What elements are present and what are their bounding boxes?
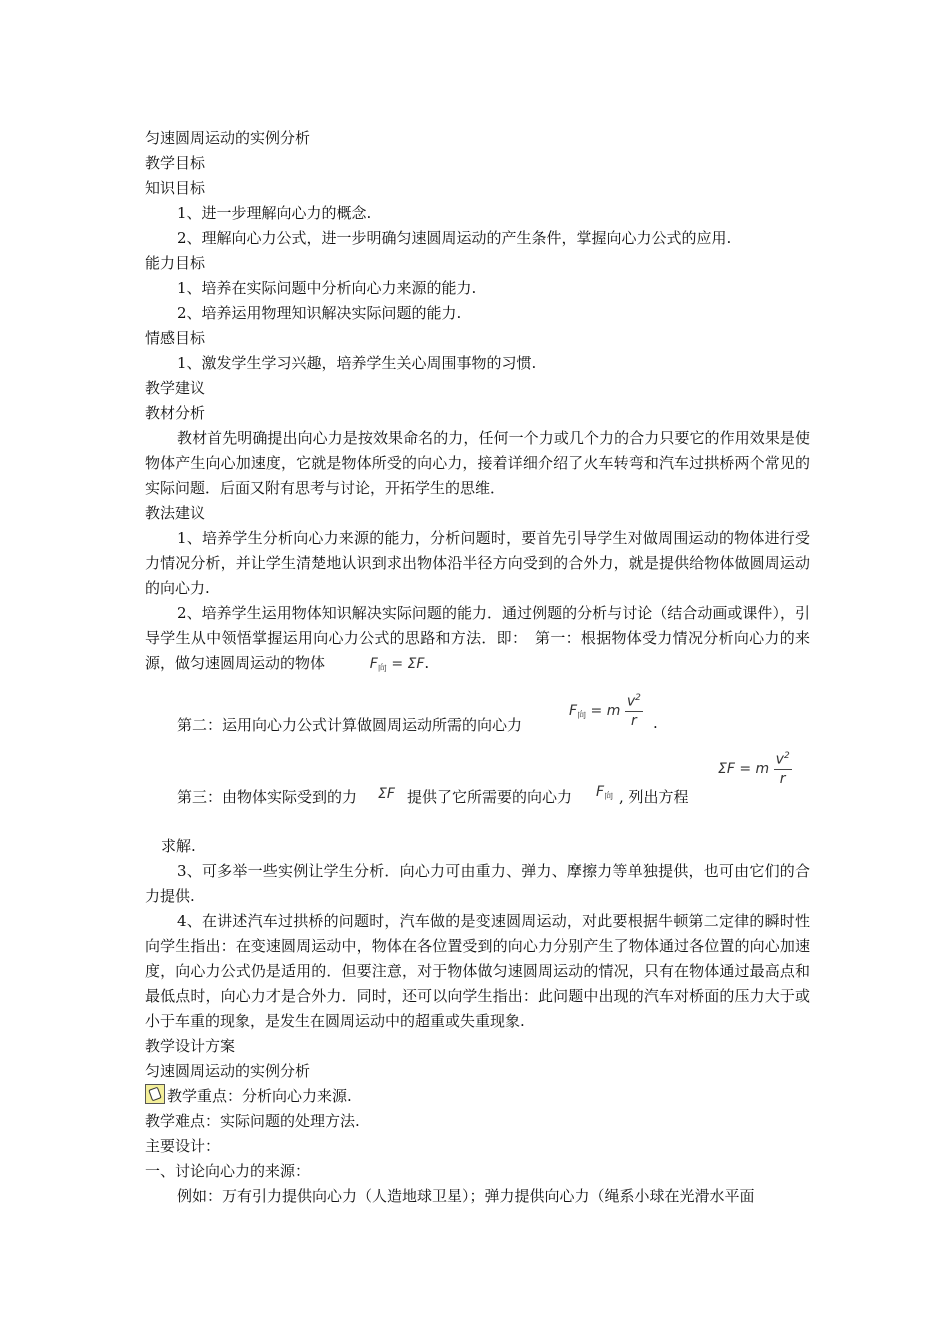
key-point-line xyxy=(145,1084,810,1109)
step-3-text-c: , 列出方程 xyxy=(619,788,689,806)
formula-sub-xiang: 向 xyxy=(377,664,387,674)
design-title: 匀速圆周运动的实例分析 xyxy=(145,1062,311,1080)
formula-sum-f-inline: ΣF xyxy=(378,786,395,802)
knowledge-item-2: 2、理解向心力公式，进一步明确匀速圆周运动的产生条件，掌握向心力公式的应用. xyxy=(177,229,732,247)
formula-sub-xiang: 向 xyxy=(604,792,614,802)
formula-equals: = xyxy=(590,702,603,719)
difficulty-line: 教学难点：实际问题的处理方法. xyxy=(145,1112,360,1130)
formula-symbol-r: r xyxy=(779,770,786,787)
formula-centripetal-force xyxy=(569,694,643,728)
formula-symbol-f: F xyxy=(596,784,605,800)
formula-sum-f: ΣF xyxy=(718,760,735,777)
formula-equation xyxy=(718,752,792,786)
document-body xyxy=(145,126,810,1209)
step-3-text-b: 提供了它所需要的向心力 xyxy=(407,788,573,806)
example-line: 例如：万有引力提供向心力（人造地球卫星）；弹力提供向心力（绳系小球在光滑水平面 xyxy=(177,1187,755,1205)
formula-symbol-v: v xyxy=(775,751,784,768)
step-2-line xyxy=(145,686,810,748)
heading-method-suggestion: 教法建议 xyxy=(145,504,206,522)
step-2-text: 第二：运用向心力公式计算做圆周运动所需的向心力 xyxy=(177,716,523,734)
formula-symbol-m: m xyxy=(606,702,621,719)
formula-sub-xiang: 向 xyxy=(577,710,587,721)
method-item-2-end: . xyxy=(424,654,430,672)
method-item-2 xyxy=(145,601,810,682)
heading-emotion-goal: 情感目标 xyxy=(145,329,206,347)
heading-teaching-goal: 教学目标 xyxy=(145,154,206,172)
doc-title: 匀速圆周运动的实例分析 xyxy=(145,129,311,147)
method-item-3: 3、可多举一些实例让学生分析．向心力可由重力、弹力、摩擦力等单独提供，也可由它们的合力提供. xyxy=(145,862,810,905)
formula-sum-f: ΣF xyxy=(407,656,425,672)
heading-teaching-suggestion: 教学建议 xyxy=(145,379,206,397)
ability-item-1: 1、培养在实际问题中分析向心力来源的能力. xyxy=(177,279,477,297)
formula-symbol-r: r xyxy=(630,712,637,729)
key-point-text: 教学重点：分析向心力来源. xyxy=(167,1087,352,1105)
formula-fraction xyxy=(774,752,792,786)
heading-material-analysis: 教材分析 xyxy=(145,404,206,422)
method-item-1: 1、培养学生分析向心力来源的能力，分析问题时，要首先引导学生对做周围运动的物体进行受力情况分析，并让学生清楚地认识到求出物体沿半径方向受到的合外力，就是提供给物体做圆周运动的向心力. xyxy=(145,529,810,597)
formula-symbol-m: m xyxy=(755,760,770,777)
heading-ability-goal: 能力目标 xyxy=(145,254,206,272)
formula-equals: = xyxy=(391,656,404,672)
method-item-4: 4、在讲述汽车过拱桥的问题时，汽车做的是变速圆周运动，对此要根据牛顿第二定律的瞬时性向学生指出：在变速圆周运动中，物体在各位置受到的向心力分别产生了物体通过各位置的向心加速度，向心力公式仍是适用的．但要注意，对于物体做匀速圆周运动的情况，只有在物体通过最高点和最低点时，向心力才是合外力．同时，还可以向学生指出：此问题中出现的汽车对桥面的压力大于或小于车重的现象，是发生在圆周运动中的超重或失重现象. xyxy=(145,912,810,1030)
method-item-2-text: 2、培养学生运用物体知识解决实际问题的能力．通过例题的分析与讨论（结合动画或课件），引导学生从中领悟掌握运用向心力公式的思路和方法．即： 第一：根据物体受力情况分析向心力的来源，做匀速圆周运动的物体 xyxy=(145,604,810,672)
formula-symbol-v: v xyxy=(626,693,636,710)
step-3-solve: 求解. xyxy=(161,837,196,855)
step-3-text-a: 第三：由物体实际受到的力 xyxy=(177,788,358,806)
heading-design-plan: 教学设计方案 xyxy=(145,1037,236,1055)
formula-fraction xyxy=(625,694,643,728)
heading-knowledge-goal: 知识目标 xyxy=(145,179,206,197)
ability-item-2: 2、培养运用物理知识解决实际问题的能力. xyxy=(177,304,462,322)
step-3-line xyxy=(145,748,810,830)
main-design-line: 主要设计： xyxy=(145,1137,221,1155)
emotion-item-1: 1、激发学生学习兴趣，培养学生关心周围事物的习惯. xyxy=(177,354,537,372)
note-icon xyxy=(145,1084,165,1104)
knowledge-item-1: 1、进一步理解向心力的概念. xyxy=(177,204,372,222)
section-1-heading: 一、讨论向心力的来源： xyxy=(145,1162,311,1180)
formula-exponent: 2 xyxy=(783,751,790,761)
formula-equals: = xyxy=(739,760,752,777)
formula-symbol-f: F xyxy=(369,656,378,672)
formula-symbol-f: F xyxy=(569,702,578,719)
formula-f-xiang-inline xyxy=(596,784,613,802)
material-paragraph: 教材首先明确提出向心力是按效果命名的力，任何一个力或几个力的合力只要它的作用效果是使物体产生向心加速度，它就是物体所受的向心力，接着详细介绍了火车转弯和汽车过拱桥两个常见的实际问题．后面又附有思考与讨论，开拓学生的思维． xyxy=(145,429,810,497)
step-2-end: . xyxy=(653,714,658,732)
formula-f-eq-sum-f xyxy=(338,652,425,682)
formula-exponent: 2 xyxy=(635,693,641,703)
